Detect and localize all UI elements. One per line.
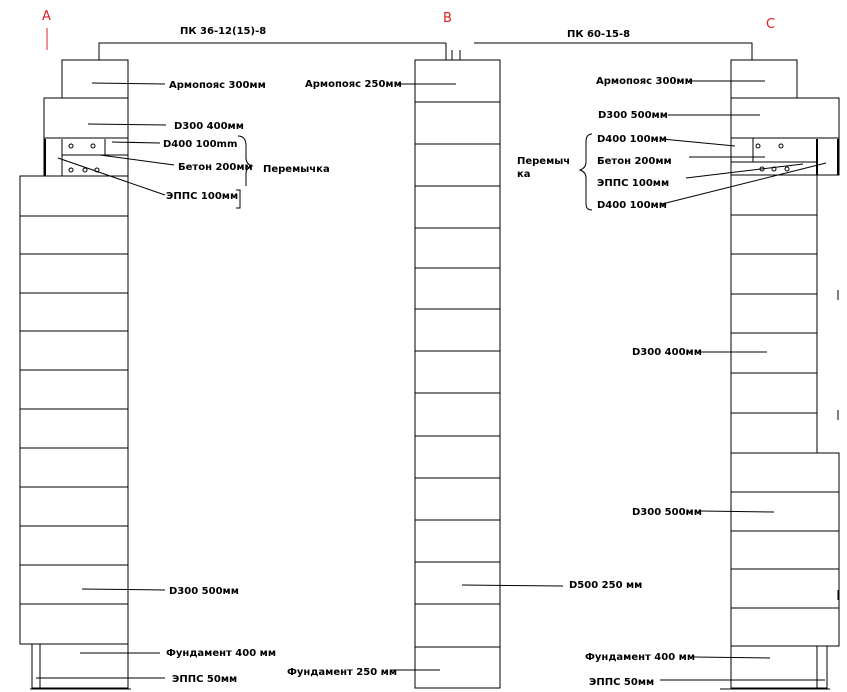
- left-d300-500-label: D300 500мм: [169, 586, 239, 597]
- slab-right-label: ПК 60-15-8: [567, 29, 631, 40]
- right-epps-50-label: ЭППС 50мм: [589, 677, 655, 688]
- left-d300-400-label: D300 400мм: [174, 121, 244, 132]
- left-epps-50-label: ЭППС 50мм: [172, 674, 238, 685]
- right-foundation: [731, 646, 817, 688]
- right-wall: [720, 60, 839, 689]
- right-armopoyas: [731, 60, 797, 98]
- right-d300-500: [731, 453, 839, 492]
- left-armopoyas-label: Армопояс 300мм: [169, 80, 266, 91]
- middle-foundation: [415, 647, 500, 688]
- right-d400-100-a-label: D400 100мм: [597, 134, 667, 145]
- right-epps-label: ЭППС 100мм: [597, 178, 670, 189]
- slab-left-label: ПК 36-12(15)-8: [180, 26, 267, 37]
- right-d300-400: [731, 333, 817, 373]
- left-peremychka-label: Перемычка: [263, 164, 330, 175]
- axis-a-label: A: [42, 9, 51, 24]
- left-armopoyas: [62, 60, 128, 98]
- left-d300-400: [44, 98, 128, 138]
- right-armopoyas-label: Армопояс 300мм: [596, 76, 693, 87]
- middle-armopoyas: [415, 60, 500, 102]
- right-beton-label: Бетон 200мм: [597, 156, 672, 167]
- middle-d500-label: D500 250 мм: [569, 580, 643, 591]
- middle-wall: [415, 60, 500, 688]
- middle-fundament-label: Фундамент 250 мм: [287, 667, 398, 678]
- left-foundation: [40, 644, 128, 688]
- slab-right: [452, 43, 752, 60]
- left-fundament-label: Фундамент 400 мм: [166, 648, 277, 659]
- right-peremychka-label-2: ка: [517, 169, 531, 180]
- middle-armopoyas-label: Армопояс 250мм: [305, 79, 402, 90]
- right-d400-100-b-label: D400 100мм: [597, 200, 667, 211]
- right-fundament-label: Фундамент 400 мм: [585, 652, 696, 663]
- left-wall: [20, 60, 131, 689]
- left-d400-100-label: D400 100mm: [163, 139, 238, 150]
- axis-b-label: B: [443, 11, 452, 26]
- right-d300-500-top-label: D300 500мм: [598, 110, 668, 121]
- right-d300-500-top: [731, 98, 839, 138]
- left-epps-label: ЭППС 100мм: [166, 191, 239, 202]
- right-d300-400-label: D300 400мм: [632, 347, 702, 358]
- slab-left: [99, 43, 446, 60]
- axis-c-label: C: [766, 17, 776, 32]
- left-beton-label: Бетон 200мм: [178, 162, 253, 173]
- right-peremychka-label-1: Перемыч: [517, 156, 571, 167]
- right-d300-500-label: D300 500мм: [632, 507, 702, 518]
